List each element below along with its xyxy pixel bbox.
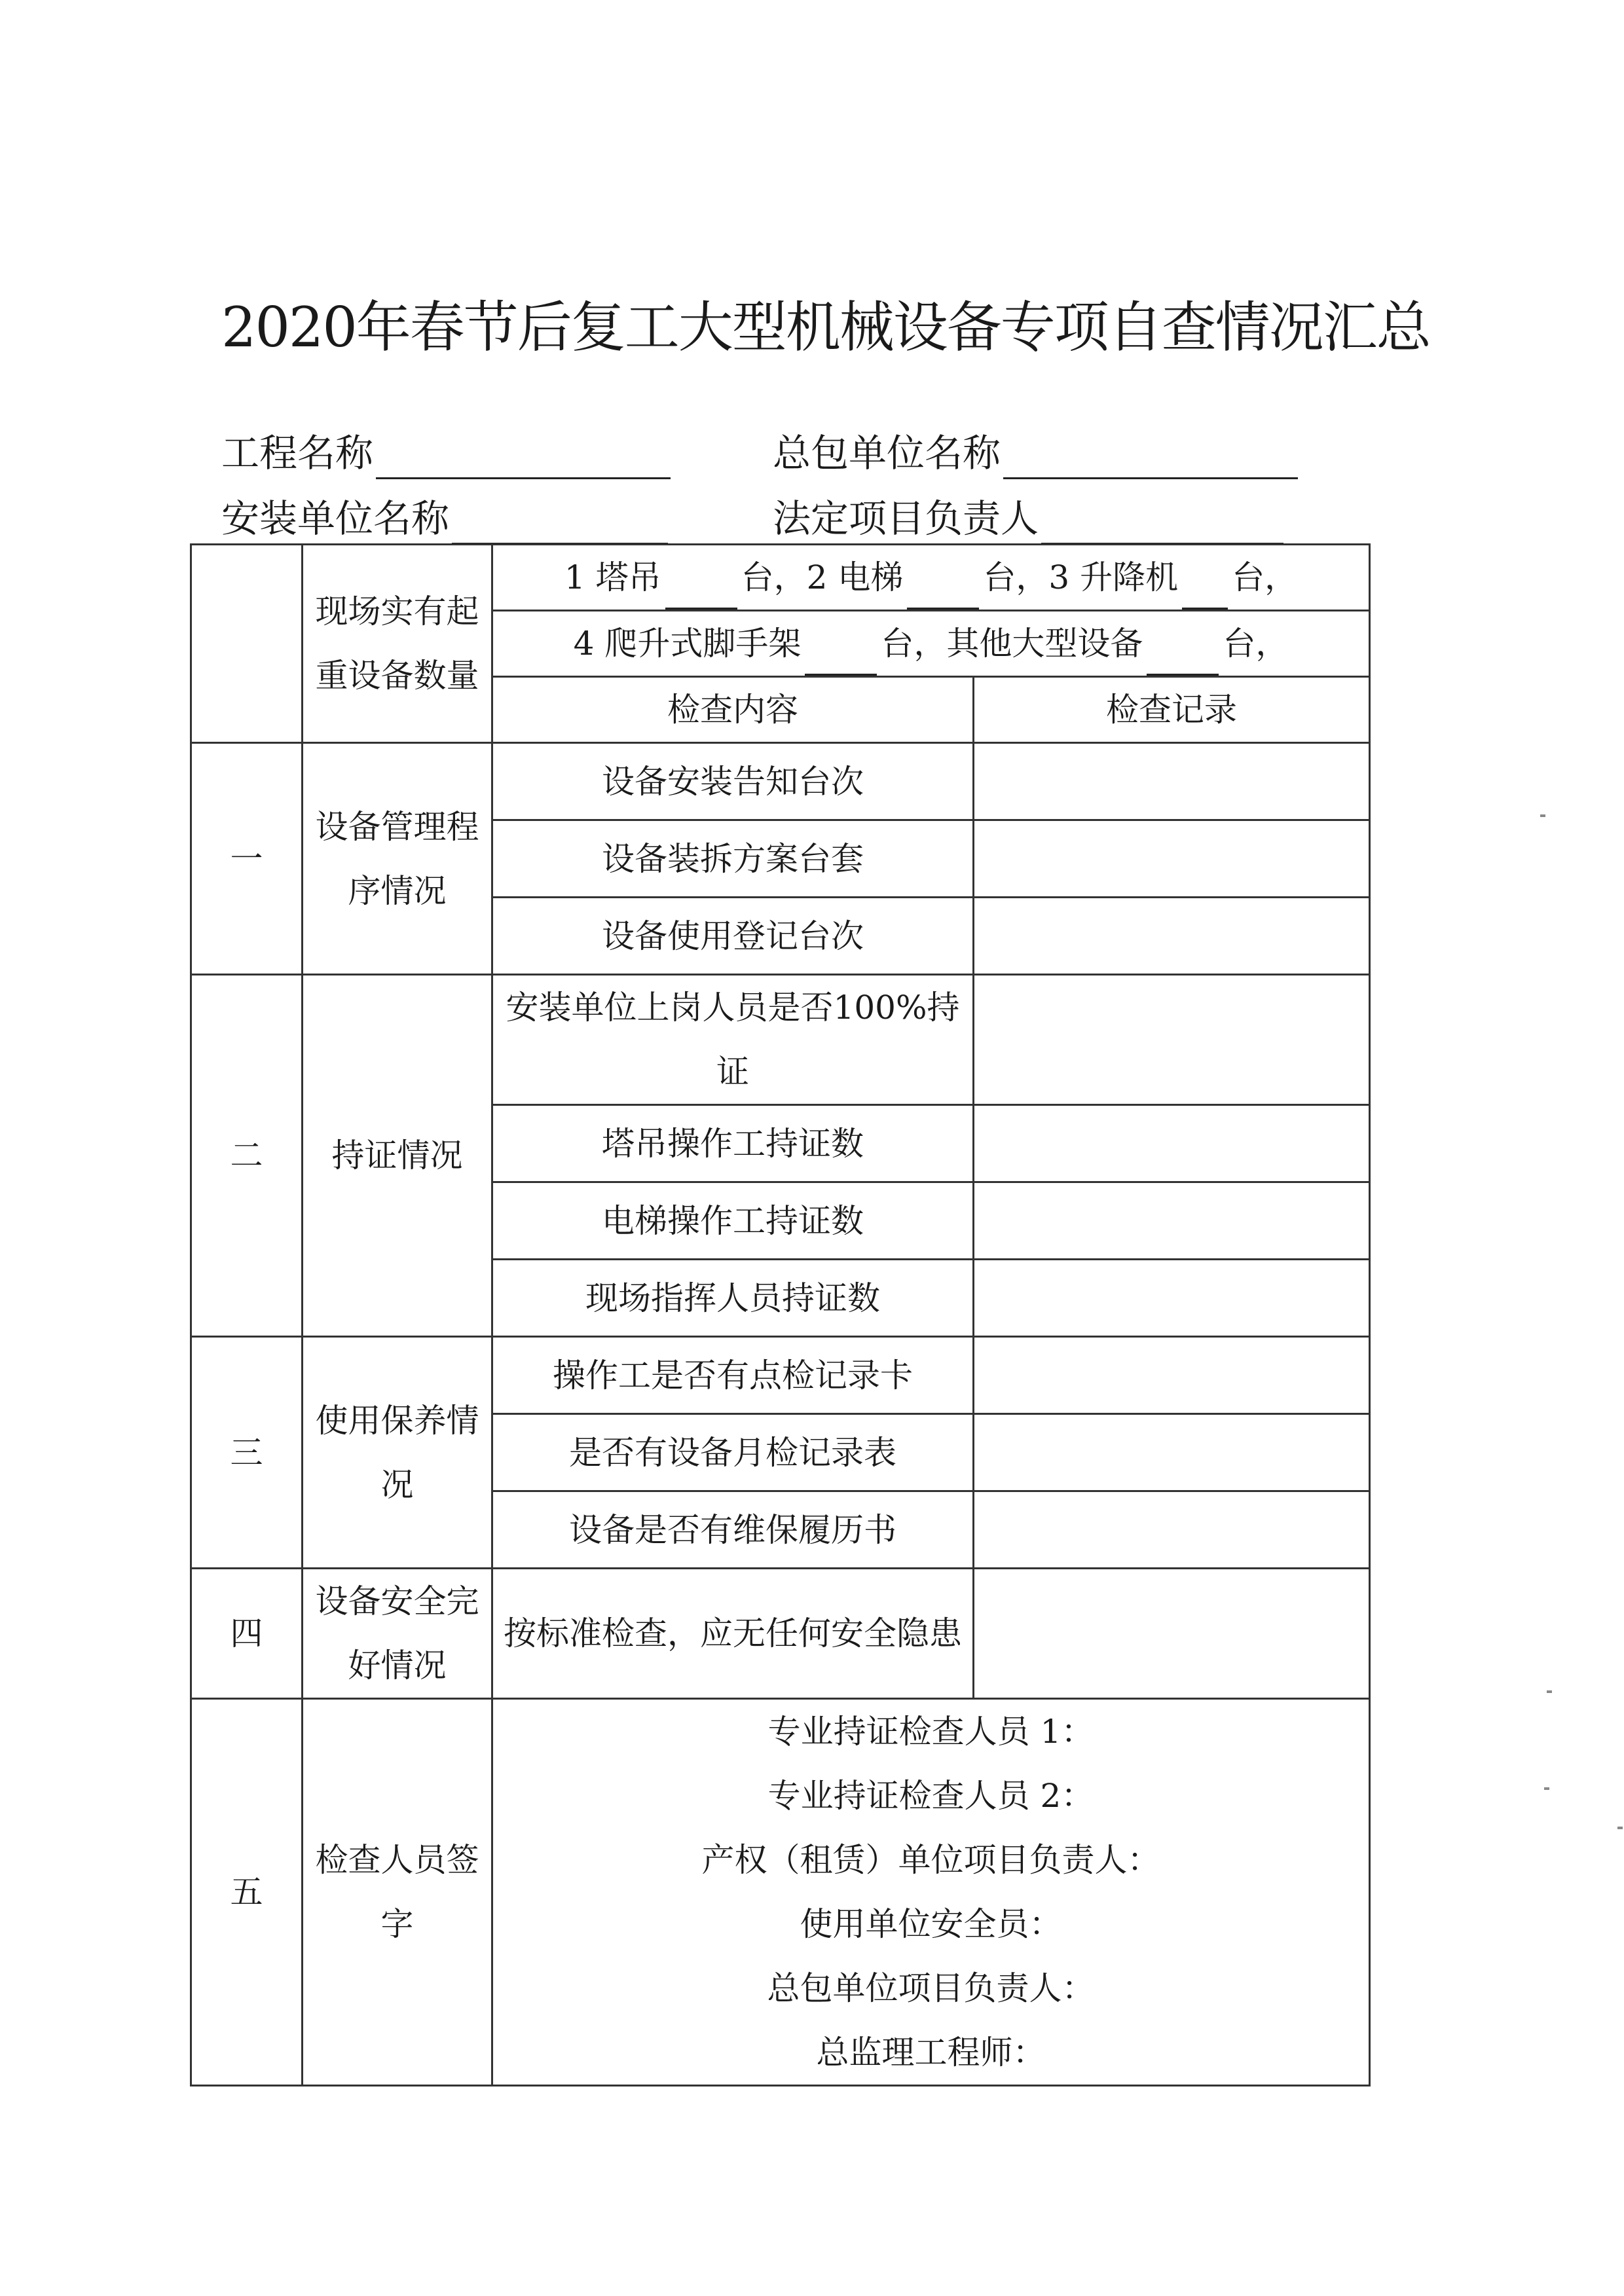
other-equipment-count-blank[interactable]: [1147, 637, 1219, 676]
equipment-count-line1: [492, 545, 1370, 611]
section3-item-1: 操作工是否有点检记录卡: [492, 1337, 974, 1414]
section2-item-3: 电梯操作工持证数: [492, 1182, 974, 1260]
contractor-label: 总包单位名称: [773, 431, 1001, 475]
project-name-label: 工程名称: [221, 431, 374, 475]
section2-record-3[interactable]: [974, 1182, 1370, 1260]
project-name-blank[interactable]: [376, 438, 671, 479]
legal-manager-blank[interactable]: [1041, 503, 1283, 545]
tower-crane-label: 1 塔吊: [564, 558, 661, 596]
section1-index: 一: [191, 743, 303, 975]
section2-record-1[interactable]: [974, 975, 1370, 1105]
section1-record-2[interactable]: [974, 820, 1370, 898]
section1-item-1: 设备安装告知台次: [492, 743, 974, 820]
hoist-label: 台，3 升降机: [983, 558, 1179, 596]
section5-category: 检查人员签字: [303, 1699, 492, 2086]
section3-item-3: 设备是否有维保履历书: [492, 1491, 974, 1569]
signature-line-5: 总包单位项目负责人：: [767, 1969, 1095, 2007]
section1-item-3: 设备使用登记台次: [492, 898, 974, 975]
section0-category: 现场实有起重设备数量: [303, 545, 492, 743]
climbing-scaffold-count-blank[interactable]: [805, 637, 877, 676]
section2-item-1: 安装单位上岗人员是否100%持证: [492, 975, 974, 1105]
tower-crane-count-blank[interactable]: [665, 571, 737, 610]
section2-index: 二: [191, 975, 303, 1337]
install-unit-field: [221, 492, 668, 545]
elevator-label: 台，2 电梯: [741, 558, 904, 596]
section3-item-2: 是否有设备月检记录表: [492, 1414, 974, 1491]
section0-index-cell: [191, 545, 303, 743]
install-unit-label: 安装单位名称: [221, 496, 450, 541]
scan-speck: [1540, 814, 1545, 817]
section3-category: 使用保养情况: [303, 1337, 492, 1569]
section2-record-2[interactable]: [974, 1105, 1370, 1182]
section1-category: 设备管理程序情况: [303, 743, 492, 975]
section3-record-1[interactable]: [974, 1337, 1370, 1414]
section4-record-1[interactable]: [974, 1569, 1370, 1699]
signature-line-3: 产权（租赁）单位项目负责人：: [701, 1841, 1160, 1879]
scan-speck: [1617, 1827, 1623, 1829]
signature-line-2: 专业持证检查人员 2：: [767, 1777, 1094, 1815]
project-name-field: [221, 427, 671, 479]
col-record-header: 检查记录: [974, 677, 1370, 743]
section4-index: 四: [191, 1569, 303, 1699]
scan-speck: [1547, 1690, 1552, 1693]
signature-line-4: 使用单位安全员：: [800, 1905, 1062, 1943]
legal-manager-label: 法定项目负责人: [773, 496, 1039, 541]
contractor-blank[interactable]: [1003, 438, 1298, 479]
hoist-count-blank[interactable]: [1182, 571, 1228, 610]
section5-index: 五: [191, 1699, 303, 2086]
section4-item-1: 按标准检查，应无任何安全隐患: [492, 1569, 974, 1699]
page-title: 2020年春节后复工大型机械设备专项自查情况汇总: [221, 295, 1430, 359]
equipment-count-line2: [492, 611, 1370, 677]
signature-line-1: 专业持证检查人员 1：: [767, 1713, 1094, 1751]
signature-cell[interactable]: [492, 1699, 1370, 2086]
hoist-unit-label: 台，: [1232, 558, 1298, 596]
section3-record-3[interactable]: [974, 1491, 1370, 1569]
section4-category: 设备安全完好情况: [303, 1569, 492, 1699]
elevator-count-blank[interactable]: [907, 571, 979, 610]
section2-category: 持证情况: [303, 975, 492, 1337]
signature-line-6: 总监理工程师：: [816, 2033, 1046, 2071]
install-unit-blank[interactable]: [452, 503, 668, 545]
scan-speck: [1544, 1787, 1549, 1790]
col-content-header: 检查内容: [492, 677, 974, 743]
inspection-table: [190, 543, 1371, 2086]
contractor-field: [773, 427, 1298, 479]
section1-record-3[interactable]: [974, 898, 1370, 975]
section3-index: 三: [191, 1337, 303, 1569]
other-unit-label: 台，: [1223, 625, 1289, 663]
section1-item-2: 设备装拆方案台套: [492, 820, 974, 898]
section2-item-4: 现场指挥人员持证数: [492, 1260, 974, 1337]
section2-record-4[interactable]: [974, 1260, 1370, 1337]
section3-record-2[interactable]: [974, 1414, 1370, 1491]
legal-manager-field: [773, 492, 1283, 545]
section2-item-2: 塔吊操作工持证数: [492, 1105, 974, 1182]
section1-record-1[interactable]: [974, 743, 1370, 820]
climbing-scaffold-label: 4 爬升式脚手架: [573, 625, 802, 663]
other-equipment-label: 台，其他大型设备: [881, 625, 1143, 663]
